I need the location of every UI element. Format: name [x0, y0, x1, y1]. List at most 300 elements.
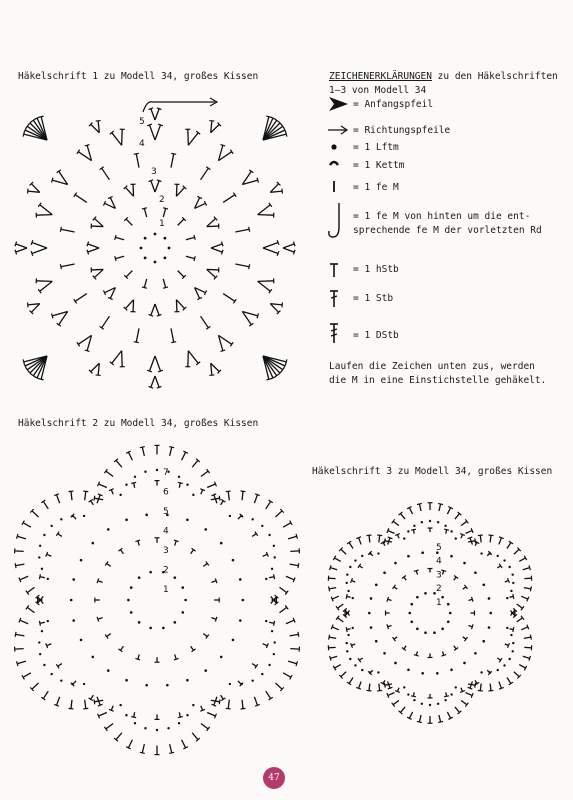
stitch-mark	[252, 534, 256, 537]
chain-stitch-mark	[72, 619, 75, 622]
chain-stitch-mark	[60, 679, 62, 681]
chain-stitch-mark	[145, 514, 148, 517]
chain-stitch-mark	[377, 671, 379, 673]
direction-arrow-mark	[143, 102, 215, 112]
stitch-mark	[134, 483, 135, 488]
chain-stitch-mark	[474, 571, 477, 574]
chart1-title: Häkelschrift 1 zu Modell 34, großes Kissen	[18, 71, 259, 82]
stitch-top-mark	[530, 586, 531, 591]
chain-stitch-mark	[242, 599, 245, 602]
stitch-top-mark	[293, 242, 295, 247]
chain-stitch-mark	[354, 664, 356, 666]
chain-stitch-mark	[421, 551, 424, 554]
stitch-mark	[142, 447, 144, 456]
stitch-mark	[43, 501, 48, 509]
stitch-top-mark	[39, 379, 44, 380]
stitch-mark	[163, 279, 165, 288]
stitch-mark	[263, 644, 268, 646]
stitch-top-mark	[241, 708, 246, 709]
stitch-mark	[150, 356, 155, 371]
stitch-mark	[98, 618, 103, 620]
stitch-mark	[85, 491, 86, 500]
legend-item-back-post-line2: sprechende fe M der vorletzten Rd	[353, 225, 542, 236]
stitch-top-mark	[221, 242, 223, 247]
chain-stitch-mark	[444, 525, 446, 527]
stitch-mark	[155, 304, 159, 315]
stitch-mark	[47, 554, 52, 556]
chain-stitch-mark	[181, 611, 184, 614]
stitch-mark	[75, 195, 87, 203]
chain-stitch-mark	[413, 525, 415, 527]
stitch-mark	[439, 715, 441, 722]
stitch-mark	[329, 588, 336, 589]
stitch-top-mark	[23, 359, 24, 364]
stitch-mark	[258, 215, 274, 216]
chain-stitch-mark	[488, 597, 491, 600]
stitch-mark	[416, 651, 417, 655]
chain-stitch-mark	[38, 641, 40, 643]
chain-stitch-mark	[232, 559, 235, 562]
row-number-label: 3	[151, 167, 157, 177]
stitch-top-mark	[97, 617, 99, 622]
stitch-mark	[176, 300, 177, 312]
chain-stitch-mark	[450, 530, 452, 532]
chain-stitch-mark	[410, 603, 413, 606]
stitch-mark	[394, 637, 397, 639]
chain-stitch-mark	[482, 583, 485, 586]
stitch-mark	[341, 549, 346, 554]
chain-stitch-mark	[145, 684, 148, 687]
chain-stitch-mark	[497, 555, 499, 557]
stitch-mark	[490, 535, 491, 542]
stitch-top-mark	[387, 624, 389, 629]
stitch-mark	[290, 634, 299, 636]
stitch-mark	[269, 622, 274, 623]
stitch-mark	[136, 328, 139, 342]
chain-stitch-mark	[437, 521, 439, 523]
stitch-mark	[388, 693, 395, 696]
stitch-top-mark	[444, 696, 449, 697]
stitch-top-mark	[388, 537, 393, 539]
stitch-mark	[16, 564, 25, 566]
chain-stitch-mark	[510, 634, 512, 636]
legend-item-back-post: = 1 fe M von hinten um die ent-	[353, 211, 531, 222]
chain-stitch-mark	[347, 634, 349, 636]
stitch-mark	[263, 248, 278, 253]
stitch-mark	[27, 607, 34, 612]
stitch-mark	[499, 682, 501, 689]
stitch-top-mark	[149, 314, 154, 316]
stitch-mark	[201, 316, 209, 328]
stitch-mark	[32, 248, 47, 253]
chain-stitch-mark	[503, 664, 505, 666]
chain-stitch-mark	[375, 583, 378, 586]
stitch-mark	[507, 678, 511, 684]
stitch-mark	[125, 187, 133, 196]
row-number-label: 5	[163, 507, 169, 517]
chain-stitch-mark	[383, 652, 386, 655]
stitch-mark	[47, 644, 52, 646]
stitch-mark	[447, 712, 450, 718]
stitch-mark	[126, 219, 132, 225]
stitch-mark	[335, 665, 341, 669]
stitch-top-mark	[274, 574, 275, 579]
chain-stitch-mark	[178, 722, 180, 724]
start-arrow-icon	[329, 97, 348, 111]
stitch-mark	[266, 691, 271, 699]
row-number-label: 6	[163, 487, 169, 498]
stitch-top-mark	[134, 342, 139, 343]
chain-stitch-mark	[91, 656, 94, 659]
stitch-top-mark	[219, 699, 220, 704]
chain-stitch-mark	[480, 552, 482, 554]
stitch-mark	[178, 219, 184, 225]
chain-stitch-mark	[421, 521, 423, 523]
stitch-top-mark	[384, 538, 385, 543]
stitch-mark	[188, 129, 189, 145]
stitch-mark	[400, 707, 405, 713]
stitch-mark	[91, 226, 103, 227]
stitch-mark	[176, 187, 184, 196]
stitch-top-mark	[441, 570, 446, 572]
chain-stitch-mark	[47, 620, 49, 622]
stitch-top-mark	[178, 482, 183, 483]
chain-stitch-mark	[41, 630, 43, 632]
stitch-mark	[455, 514, 460, 520]
chain-stitch-mark	[167, 727, 169, 729]
stitch-top-mark	[140, 752, 145, 753]
stitch-mark	[27, 587, 34, 592]
chain-stitch-mark	[138, 621, 141, 624]
stitch-top-mark	[158, 370, 163, 372]
stitch-top-mark	[356, 687, 361, 689]
stitch-top-mark	[329, 586, 330, 591]
stitch-mark	[150, 125, 155, 140]
chain-stitch-mark	[370, 597, 373, 600]
chain-stitch-mark	[220, 656, 223, 659]
stitch-mark	[349, 678, 353, 684]
stitch-mark	[116, 460, 122, 467]
chain-stitch-mark	[178, 476, 180, 478]
chain-stitch-mark	[125, 484, 127, 486]
row-number-label: 1	[159, 219, 165, 229]
stitch-mark	[32, 243, 47, 248]
stitch-mark	[235, 264, 249, 267]
chain-stitch-mark	[138, 576, 141, 579]
chain-stitch-mark	[433, 631, 436, 634]
stitch-top-mark	[60, 227, 61, 232]
chain-stitch-mark	[70, 599, 73, 602]
stitch-mark	[332, 596, 339, 599]
row-number-label: 3	[163, 546, 169, 556]
chain-stitch-mark	[413, 699, 415, 701]
stitch-mark	[203, 563, 207, 566]
stitch-mark	[16, 248, 27, 252]
stitch-mark	[107, 634, 111, 637]
chain-stitch-mark	[407, 668, 410, 671]
chain-stitch-mark	[50, 525, 52, 527]
chain-stitch-mark	[450, 693, 452, 695]
stitch-mark	[85, 700, 86, 709]
stitch-top-mark	[169, 752, 174, 753]
stitch-mark	[171, 154, 174, 168]
stitch-mark	[280, 587, 287, 592]
stitch-top-mark	[142, 208, 147, 209]
stitch-mark	[71, 700, 72, 709]
stitch-top-mark	[499, 537, 504, 539]
legend-title-line2: 1–3 von Modell 34	[329, 85, 427, 96]
stitch-mark	[94, 269, 103, 277]
stitch-top-mark	[15, 563, 16, 568]
stitch-mark	[468, 599, 472, 600]
stitch-mark	[523, 568, 530, 570]
stitch-mark	[61, 264, 75, 267]
stitch-top-mark	[15, 632, 16, 637]
treble-crochet-icon	[330, 324, 338, 343]
chain-stitch-mark	[352, 627, 354, 629]
chain-stitch-mark	[186, 484, 188, 486]
stitch-top-mark	[468, 687, 473, 689]
legend-title-rest: zu den Häkelschriften	[431, 71, 558, 82]
chain-stitch-mark	[184, 599, 187, 602]
stitch-mark	[201, 490, 203, 495]
chain-stitch-mark	[240, 515, 242, 517]
stitch-mark	[191, 550, 194, 554]
chain-stitch-mark	[229, 683, 231, 685]
stitch-mark	[43, 691, 48, 699]
chain-stitch-mark	[463, 562, 466, 565]
chain-stitch-mark	[506, 597, 508, 599]
stitch-mark	[15, 649, 24, 650]
chain-stitch-mark	[407, 693, 409, 695]
stitch-mark	[439, 504, 441, 511]
stitch-mark	[223, 294, 235, 302]
stitch-top-mark	[387, 597, 389, 602]
chain-stitch-mark	[71, 683, 73, 685]
chain-stitch-mark	[154, 261, 157, 264]
stitch-top-mark	[330, 656, 331, 661]
chain-stitch-mark	[251, 518, 253, 520]
stitch-mark	[176, 300, 184, 309]
stitch-mark	[175, 654, 177, 659]
chain-stitch-mark	[50, 673, 52, 675]
stitch-top-mark	[23, 132, 24, 137]
stitch-mark	[349, 542, 353, 548]
stitch-top-mark	[85, 350, 90, 351]
stitch-mark	[329, 637, 336, 638]
stitch-top-mark	[157, 180, 162, 182]
chain-stitch-mark	[273, 556, 275, 558]
stitch-top-mark	[54, 704, 59, 706]
stitch-top-mark	[488, 535, 493, 536]
stitch-mark	[203, 634, 207, 637]
stitch-top-mark	[194, 256, 195, 261]
chain-stitch-mark	[39, 653, 41, 655]
stitch-top-mark	[135, 540, 140, 542]
stitch-top-mark	[31, 251, 33, 256]
stitch-mark	[75, 294, 87, 302]
chain-stitch-mark	[273, 653, 275, 655]
stitch-mark	[341, 672, 346, 677]
stitch-mark	[400, 514, 405, 520]
chain-stitch-mark	[83, 683, 85, 685]
chain-stitch-mark	[416, 596, 419, 599]
chain-stitch-mark	[488, 626, 491, 629]
stitch-mark	[151, 181, 155, 192]
chain-stitch-mark	[239, 619, 242, 622]
stitch-mark	[120, 550, 123, 554]
legend-item-dc: = 1 Stb	[353, 293, 394, 304]
chain-stitch-mark	[449, 612, 452, 615]
stitch-top-mark	[98, 704, 103, 706]
stitch-mark	[419, 715, 421, 722]
stitch-top-mark	[475, 538, 476, 543]
stitch-top-mark	[115, 256, 116, 261]
stitch-mark	[468, 684, 475, 685]
chain-stitch-mark	[192, 494, 194, 496]
stitch-mark	[88, 244, 99, 248]
stitch-mark	[290, 649, 299, 650]
stitch-mark	[57, 697, 60, 705]
stitch-top-mark	[131, 717, 136, 718]
chain-stitch-mark	[421, 672, 424, 675]
chain-stitch-mark	[144, 237, 147, 240]
stitch-mark	[122, 129, 123, 145]
legend-item-start-arrow: = Anfangspfeil	[353, 99, 434, 110]
chain-stitch-icon	[331, 144, 336, 149]
chain-stitch-mark	[273, 545, 275, 547]
stitch-top-mark	[52, 178, 53, 183]
stitch-mark	[188, 133, 198, 146]
stitch-mark	[263, 243, 278, 248]
stitch-mark	[40, 622, 45, 623]
stitch-mark	[58, 534, 62, 537]
row-number-label: 1	[163, 585, 169, 595]
legend-item-direction-arrow: = Richtungspfeile	[353, 125, 451, 136]
chain-stitch-mark	[424, 631, 427, 634]
stitch-mark	[461, 521, 467, 525]
stitch-mark	[461, 688, 463, 692]
stitch-mark	[283, 248, 294, 252]
chain-stitch-mark	[163, 256, 166, 259]
stitch-mark	[235, 229, 249, 232]
chain-stitch-mark	[368, 612, 371, 615]
stitch-mark	[521, 627, 528, 630]
stitch-mark	[330, 568, 337, 570]
stitch-mark	[23, 673, 31, 678]
stitch-top-mark	[277, 240, 279, 245]
stitch-mark	[228, 700, 229, 709]
stitch-mark	[17, 661, 26, 664]
stitch-mark	[332, 627, 339, 630]
stitch-top-mark	[472, 597, 474, 602]
stitch-top-mark	[149, 108, 154, 110]
legend-item-single-crochet: = 1 fe M	[353, 182, 399, 193]
chain-stitch-mark	[349, 658, 351, 660]
stitch-mark	[509, 596, 513, 597]
stitch-top-mark	[266, 379, 271, 380]
chain-stitch-mark	[125, 518, 128, 521]
chain-stitch-mark	[450, 555, 453, 558]
chain-stitch-mark	[410, 620, 413, 623]
stitch-top-mark	[414, 570, 419, 572]
stitch-mark	[507, 542, 511, 548]
stitch-mark	[155, 376, 159, 387]
stitch-top-mark	[411, 529, 416, 530]
stitch-mark	[466, 693, 473, 696]
stitch-mark	[115, 237, 124, 239]
chain-stitch-mark	[377, 552, 379, 554]
stitch-mark	[252, 664, 256, 667]
stitch-top-mark	[215, 617, 217, 622]
chain-stitch-mark	[508, 566, 510, 568]
chain-stitch-mark	[168, 247, 171, 250]
stitch-mark	[446, 692, 447, 696]
stitch-top-mark	[384, 683, 385, 688]
stitch-mark	[519, 558, 525, 562]
stitch-top-mark	[83, 491, 88, 492]
row-number-label: 5	[139, 117, 145, 127]
chain-stitch-mark	[273, 641, 275, 643]
stitch-mark	[151, 304, 155, 315]
chain-stitch-mark	[156, 469, 158, 471]
stitch-mark	[16, 634, 25, 636]
stitch-top-mark	[174, 658, 179, 660]
stitch-top-mark	[411, 696, 416, 697]
chain-stitch-mark	[510, 590, 512, 592]
stitch-mark	[126, 271, 132, 277]
legend-note-line1: Laufen die Zeichen unten zus, werden	[329, 361, 535, 372]
chain-stitch-mark	[416, 628, 419, 631]
stitch-mark	[107, 563, 111, 566]
stitch-mark	[413, 530, 414, 534]
chain-stitch-mark	[60, 518, 62, 520]
chain-stitch-mark	[232, 639, 235, 642]
chain-stitch-mark	[268, 534, 270, 536]
stitch-top-mark	[286, 359, 287, 364]
chain-stitch-mark	[436, 672, 439, 675]
chain-stitch-mark	[166, 684, 169, 687]
stitch-mark	[221, 695, 224, 699]
stitch-top-mark	[39, 621, 40, 626]
stitch-top-mark	[488, 690, 493, 691]
stitch-mark	[61, 229, 75, 232]
chain-stitch-mark	[271, 568, 273, 570]
stitch-mark	[115, 256, 124, 258]
stitch-top-mark	[329, 635, 330, 640]
stitch-top-mark	[226, 708, 231, 709]
chain-stitch-mark	[347, 590, 349, 592]
stitch-top-mark	[513, 594, 514, 599]
stitch-top-mark	[147, 370, 152, 372]
chain-stitch-mark	[134, 476, 136, 478]
stitch-mark	[211, 248, 222, 252]
chain-stitch-mark	[346, 642, 348, 644]
chain-stitch-mark	[444, 699, 446, 701]
chain-stitch-mark	[144, 471, 146, 473]
legend-symbols	[326, 95, 356, 355]
chain-stitch-mark	[134, 722, 136, 724]
chain-stitch-mark	[265, 620, 267, 622]
stitch-mark	[286, 620, 294, 624]
legend-item-chain: = 1 Lftm	[353, 142, 399, 153]
chain-stitch-mark	[261, 525, 263, 527]
stitch-mark	[397, 535, 399, 539]
chain-stitch-mark	[429, 520, 431, 522]
stitch-mark	[413, 692, 414, 696]
stitch-top-mark	[220, 350, 225, 351]
chain-stitch-mark	[447, 603, 450, 606]
